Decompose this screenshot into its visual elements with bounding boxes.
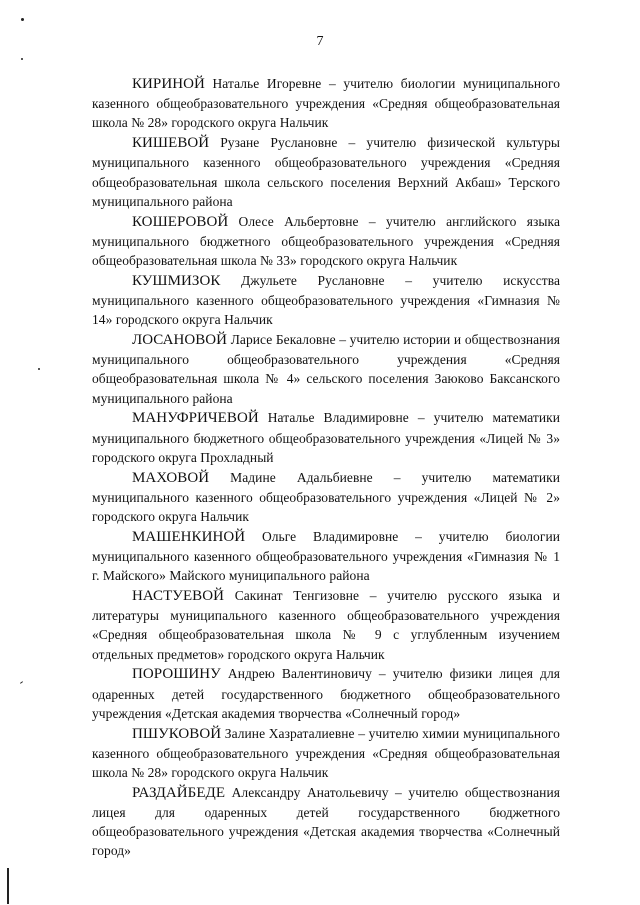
entry-text: Джульете Руслановне – учителю искусства муниципального казенного общеобразовательного учреждения «Гимназия № 14» городского округа Нальчик (92, 272, 560, 328)
list-item (92, 664, 560, 723)
entry-text: Андрею Валентиновичу – учителю физики лицея для одаренных детей государственного бюджетного общеобразовательного учреждения «Детская академия творчества «Солнечный город» (92, 666, 560, 721)
scan-mark-middle (38, 368, 40, 370)
scan-mark-lower (20, 681, 23, 684)
surname: МАХОВОЙ (132, 469, 210, 486)
list-item (92, 783, 560, 861)
entry-text: Сакинат Тенгизовне – учителю русского языка и литературы муниципального казенного общеобразовательного учреждения «Средняя общеобразовательная школа № 9 с углубленным изучением отдельных предметов» городского округа Нальчик (92, 588, 560, 662)
surname: МАНУФРИЧЕВОЙ (132, 410, 259, 427)
entry-text: Олесе Альбертовне – учителю английского языка муниципального бюджетного общеобразовательного учреждения «Средняя общеобразовательная школа № 33» городского округа Нальчик (92, 213, 560, 269)
list-item (92, 74, 560, 133)
surname: МАШЕНКИНОЙ (132, 528, 246, 545)
entry-text: Рузане Руслановне – учителю физической культуры муниципального казенного общеобразовательного учреждения «Средняя общеобразовательная школа сельского поселения Верхний Акбаш» Терского муниципального района (92, 135, 560, 209)
list-item (92, 468, 560, 527)
list-item (92, 212, 560, 271)
scan-mark-upper (21, 58, 23, 60)
surname: НАСТУЕВОЙ (132, 588, 224, 605)
list-item (92, 330, 560, 408)
surname: КИРИНОЙ (132, 76, 205, 92)
scan-mark-bottom-line (7, 868, 9, 904)
surname: ПОРОШИНУ (132, 666, 221, 683)
entry-text: Александру Анатольевичу – учителю обществознания лицея для одаренных детей государственного бюджетного общеобразовательного учреждения «Детская академия творчества «Солнечный город» (92, 784, 560, 859)
entry-text: Залине Хазраталиевне – учителю химии муниципального казенного общеобразовательного учреждения «Средняя общеобразовательная школа № 28» городского округа Нальчик (92, 725, 560, 781)
entry-text: Ольге Владимировне – учителю биологии муниципального казенного общеобразовательного учреждения «Гимназия № 1 г. Майского» Майского муниципального района (92, 528, 560, 584)
award-list (92, 74, 560, 861)
list-item (92, 133, 560, 211)
surname: ПШУКОВОЙ (132, 725, 222, 742)
surname: ЛОСАНОВОЙ (132, 332, 228, 349)
entry-text: Наталье Владимировне – учителю математики муниципального бюджетного общеобразовательного учреждения «Лицей № 3» городского округа Прохладный (92, 410, 560, 465)
surname: КИШЕВОЙ (132, 135, 210, 152)
list-item (92, 586, 560, 664)
surname: КУШМИЗОК (132, 272, 221, 289)
list-item (92, 724, 560, 783)
entry-text: Наталье Игоревне – учителю биологии муниципального казенного общеобразовательного учреждения «Средняя общеобразовательная школа № 28» городского округа Нальчик (92, 76, 560, 131)
entry-text: Ларисе Бекаловне – учителю истории и обществознания муниципального общеобразовательного учреждения «Средняя общеобразовательная школа № 4» сельского поселения Заюково Баксанского муниципального района (92, 332, 560, 406)
list-item (92, 271, 560, 330)
page-number: 7 (316, 34, 324, 49)
scan-mark-top (21, 18, 24, 21)
list-item (92, 408, 560, 467)
surname: КОШЕРОВОЙ (132, 213, 229, 230)
surname: РАЗДАЙБЕДЕ (132, 784, 226, 801)
list-item (92, 527, 560, 586)
entry-text: Мадине Адальбиевне – учителю математики муниципального казенного общеобразовательного учреждения «Лицей № 2» городского округа Нальчик (92, 469, 560, 525)
